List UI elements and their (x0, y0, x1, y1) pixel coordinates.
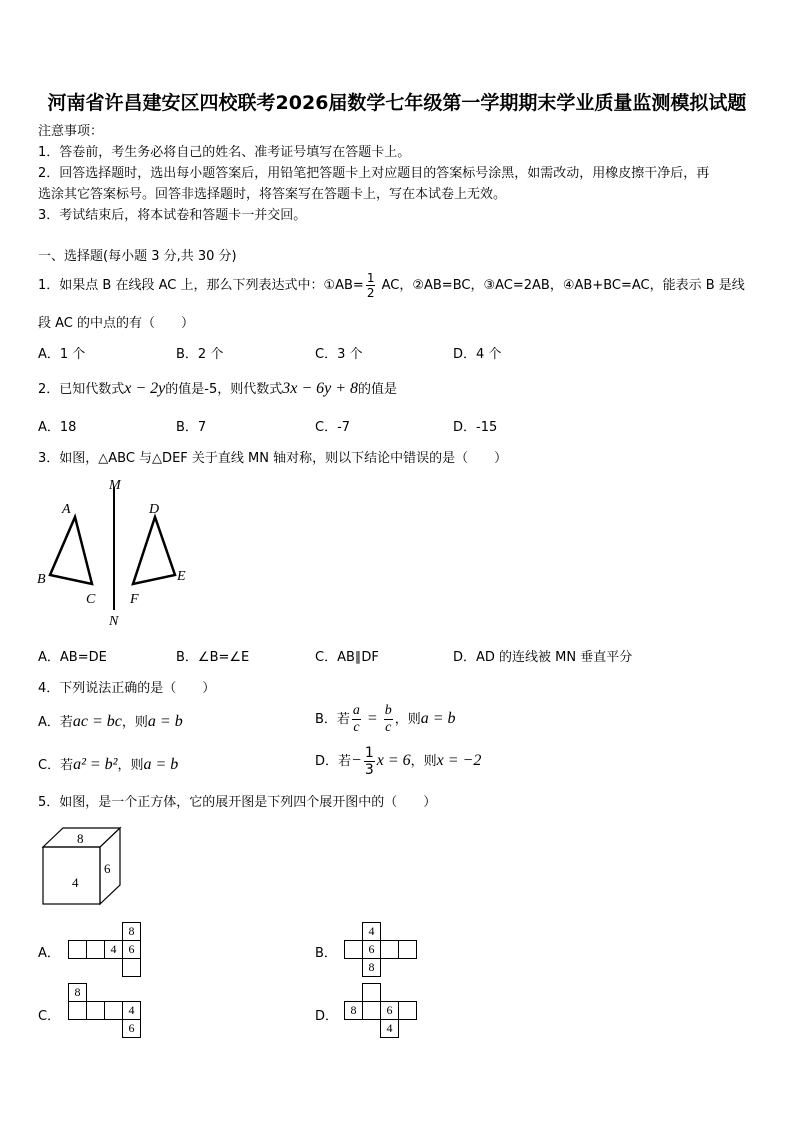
question-1-stem (38, 272, 745, 299)
label-b: B (37, 572, 46, 587)
cube-top-number: 8 (77, 831, 84, 846)
notice-item: 2．回答选择题时，选出每小题答案后，用铅笔把答题卡上对应题目的答案标号涂黑，如需改动，用橡皮擦干净后，再 (38, 166, 710, 181)
label-n: N (109, 614, 119, 629)
page-title: 河南省许昌建安区四校联考2026届数学七年级第一学期期末学业质量监测模拟试题 (47, 92, 747, 114)
label-m: M (109, 478, 121, 493)
notice-item: 选涂其它答案标号。回答非选择题时，将答案写在答题卡上，写在本试卷上无效。 (38, 187, 507, 202)
q4d-minus: − (351, 752, 362, 769)
net-c-cell: 6 (123, 1020, 141, 1038)
q4d-pre: D．若 (315, 754, 352, 769)
notice-item: 1．答卷前，考生务必将自己的姓名、准考证号填写在答题卡上。 (38, 145, 411, 160)
question-5-stem: 5．如图，是一个正方体，它的展开图是下列四个展开图中的（ ） (38, 795, 437, 810)
label-a: A (62, 502, 71, 517)
question-4-stem: 4．下列说法正确的是（ ） (38, 681, 216, 696)
q4b-frac-right (384, 704, 393, 735)
q4d-den: 3 (364, 762, 374, 778)
q4d-frac (364, 746, 375, 777)
cube-right-number: 6 (104, 861, 111, 876)
cube-front-number: 4 (72, 875, 79, 890)
q5-option-c-label[interactable]: C． (38, 1009, 61, 1024)
q1-option-d[interactable]: D．4 个 (453, 347, 502, 362)
q1-frac-num: 1 (366, 271, 375, 285)
q4b-pre: B．若 (315, 712, 350, 727)
q4d-num: 1 (364, 745, 374, 761)
q4c-sep: ，则 (117, 758, 144, 773)
q2-option-d[interactable]: D．-15 (453, 420, 498, 435)
q2-post: 的值是 (358, 382, 398, 397)
q2-option-a[interactable]: A．18 (38, 420, 77, 435)
q4b-num-a: a (352, 703, 360, 718)
net-a[interactable] (68, 922, 141, 977)
net-c-cell: 8 (69, 984, 87, 1002)
net-d-cell: 8 (345, 1002, 363, 1020)
q4a-sep: ，则 (121, 715, 148, 730)
cube-figure (40, 825, 125, 907)
q4d-sep: ，则 (410, 754, 437, 769)
question-2-stem (38, 378, 397, 398)
q3-option-d[interactable]: D．AD 的连线被 MN 垂直平分 (453, 650, 633, 665)
q2-expr2: 3x − 6y + 8 (282, 380, 359, 397)
label-c: C (86, 592, 96, 607)
q4d-res: x = −2 (436, 752, 482, 769)
q2-expr1: x − 2y (124, 380, 166, 397)
net-a-cell: 8 (123, 923, 141, 941)
q1-option-c[interactable]: C．3 个 (315, 347, 363, 362)
q4b-den-c2: c (385, 720, 392, 735)
q4a-res: a = b (147, 713, 183, 730)
q2-option-b[interactable]: B．7 (176, 420, 207, 435)
net-a-cell: 4 (105, 941, 123, 959)
net-b-cell: 6 (363, 941, 381, 959)
q4-option-c[interactable] (38, 754, 178, 774)
q4a-cond: ac = bc (72, 713, 122, 730)
q4b-frac-left (352, 704, 361, 735)
q4-option-b[interactable]: B．若 $\frac{a}{c}$ = $\frac{b}{c}$ ，则a = b (315, 703, 456, 735)
net-c-cell: 4 (123, 1002, 141, 1020)
q4b-res: a = b (420, 710, 456, 727)
label-d: D (149, 502, 160, 517)
notice-item: 3．考试结束后，将本试卷和答题卡一并交回。 (38, 208, 307, 223)
q1-stem-part2: AC，②AB=BC，③AC=2AB，④AB+BC=AC，能表示 B 是线 (377, 278, 745, 293)
section-heading: 一、选择题(每小题 3 分,共 30 分) (38, 249, 237, 264)
q4c-cond: a² = b² (73, 756, 118, 773)
q1-stem-part1: 1．如果点 B 在线段 AC 上，那么下列表达式中：①AB= (38, 278, 364, 293)
q2-pre: 2．已知代数式 (38, 382, 125, 397)
q4c-res: a = b (143, 756, 179, 773)
net-b-cell: 8 (363, 959, 381, 977)
label-f: F (130, 592, 139, 607)
net-a-cell: 6 (123, 941, 141, 959)
net-c[interactable] (68, 983, 141, 1038)
q5-option-d-label[interactable]: D． (315, 1009, 339, 1024)
q3-option-a[interactable]: A．AB=DE (38, 650, 107, 665)
net-d-cell: 6 (381, 1002, 399, 1020)
q4b-num-b: b (384, 703, 392, 718)
net-b[interactable] (344, 922, 417, 977)
triangle-def (133, 517, 175, 584)
triangle-abc (50, 517, 92, 584)
question-3-stem: 3．如图，△ABC 与△DEF 关于直线 MN 轴对称，则以下结论中错误的是（ ） (38, 451, 508, 466)
q4b-sep: ，则 (394, 712, 421, 727)
q4d-rest: x = 6 (376, 752, 411, 769)
notice-heading: 注意事项： (38, 124, 104, 139)
net-d[interactable] (344, 983, 417, 1038)
q3-figure (30, 475, 200, 630)
q4-option-d[interactable] (315, 746, 481, 777)
q1-option-b[interactable]: B．2 个 (176, 347, 224, 362)
q5-option-b-label[interactable]: B． (315, 946, 337, 961)
q1-stem-line2: 段 AC 的中点的有（ ） (38, 316, 195, 331)
q1-fraction (366, 272, 376, 299)
q4-option-a[interactable] (38, 711, 183, 731)
net-d-cell: 4 (381, 1020, 399, 1038)
q3-option-c[interactable]: C．AB∥DF (315, 650, 379, 665)
q1-option-a[interactable]: A．1 个 (38, 347, 86, 362)
q4a-pre: A．若 (38, 715, 73, 730)
q2-mid: 的值是-5，则代数式 (165, 382, 283, 397)
q2-option-c[interactable]: C．-7 (315, 420, 351, 435)
q3-option-b[interactable]: B．∠B=∠E (176, 650, 250, 665)
q5-option-a-label[interactable]: A． (38, 946, 60, 961)
q1-frac-den: 2 (366, 286, 375, 300)
q4c-pre: C．若 (38, 758, 74, 773)
q4b-den-c: c (353, 720, 360, 735)
net-b-cell: 4 (363, 923, 381, 941)
label-e: E (177, 569, 186, 584)
